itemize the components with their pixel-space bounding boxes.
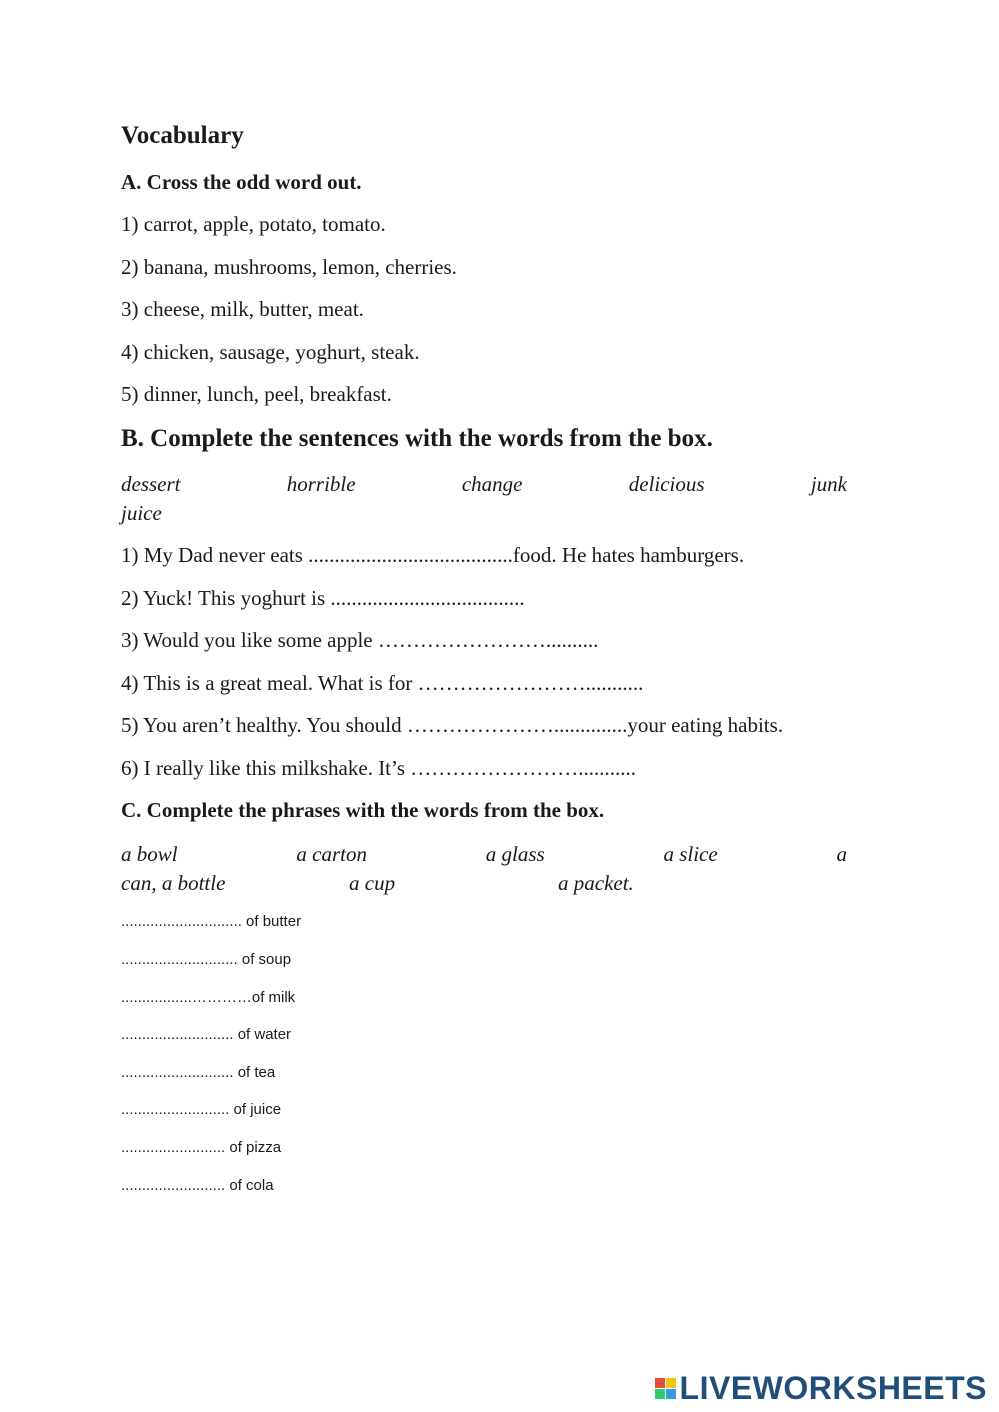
word-box-item: juice [121, 501, 162, 525]
section-b-sentence[interactable]: 1) My Dad never eats .......................................food. He hates hamburgers. [121, 543, 745, 567]
section-c-phrase[interactable]: ........................... of tea [121, 1064, 276, 1081]
word-box-item: a carton [296, 842, 367, 866]
logo-square [655, 1389, 665, 1399]
section-c-phrase[interactable]: .................…………of milk [121, 989, 296, 1006]
section-a-heading: A. Cross the odd word out. [121, 170, 362, 194]
page-title: Vocabulary [121, 122, 244, 149]
word-box-item: a slice [663, 842, 718, 866]
word-box-item: a [836, 842, 847, 866]
word-box-item: a packet. [558, 871, 634, 895]
section-c-phrase[interactable]: ......................... of pizza [121, 1139, 282, 1156]
section-b-heading: B. Complete the sentences with the words from the box. [121, 425, 713, 452]
word-box-item: junk [810, 472, 847, 496]
logo-text: LIVEWORKSHEETS [679, 1370, 987, 1406]
section-c-phrase[interactable]: ........................... of water [121, 1026, 292, 1043]
section-a-item: 3) cheese, milk, butter, meat. [121, 297, 364, 321]
logo-square [666, 1378, 676, 1388]
section-a-item: 1) carrot, apple, potato, tomato. [121, 212, 386, 236]
section-b-word-box [121, 470, 847, 528]
section-c-phrase[interactable]: ............................. of butter [121, 913, 302, 930]
word-box-item: a cup [349, 871, 396, 895]
section-c-phrase[interactable]: .......................... of juice [121, 1101, 282, 1118]
word-box-item: delicious [628, 472, 705, 496]
section-a-item: 5) dinner, lunch, peel, breakfast. [121, 382, 392, 406]
word-box-item: dessert [121, 472, 181, 496]
word-box-item: a glass [485, 842, 545, 866]
liveworksheets-logo [655, 1370, 987, 1407]
section-c-phrase[interactable]: ............................ of soup [121, 951, 292, 968]
section-c-word-box [121, 840, 847, 898]
logo-square [666, 1389, 676, 1399]
word-box-item: change [461, 472, 523, 496]
logo-square [655, 1378, 665, 1388]
section-b-sentence[interactable]: 3) Would you like some apple …………………….......... [121, 628, 599, 652]
logo-squares-icon [655, 1378, 676, 1399]
section-a-item: 2) banana, mushrooms, lemon, cherries. [121, 255, 457, 279]
section-b-sentence[interactable]: 2) Yuck! This yoghurt is ..................................... [121, 586, 525, 610]
section-b-sentence[interactable]: 5) You aren’t healthy. You should …………………..............your eating habits. [121, 713, 784, 737]
word-box-item: can, a bottle [121, 871, 226, 895]
section-c-phrase[interactable]: ......................... of cola [121, 1177, 274, 1194]
section-b-sentence[interactable]: 4) This is a great meal. What is for ……………………........... [121, 671, 644, 695]
section-b-sentence[interactable]: 6) I really like this milkshake. It’s ……………………........... [121, 756, 637, 780]
word-box-item: a bowl [121, 842, 178, 866]
section-a-item: 4) chicken, sausage, yoghurt, steak. [121, 340, 420, 364]
word-box-item: horrible [286, 472, 356, 496]
section-c-heading: C. Complete the phrases with the words from the box. [121, 798, 605, 822]
